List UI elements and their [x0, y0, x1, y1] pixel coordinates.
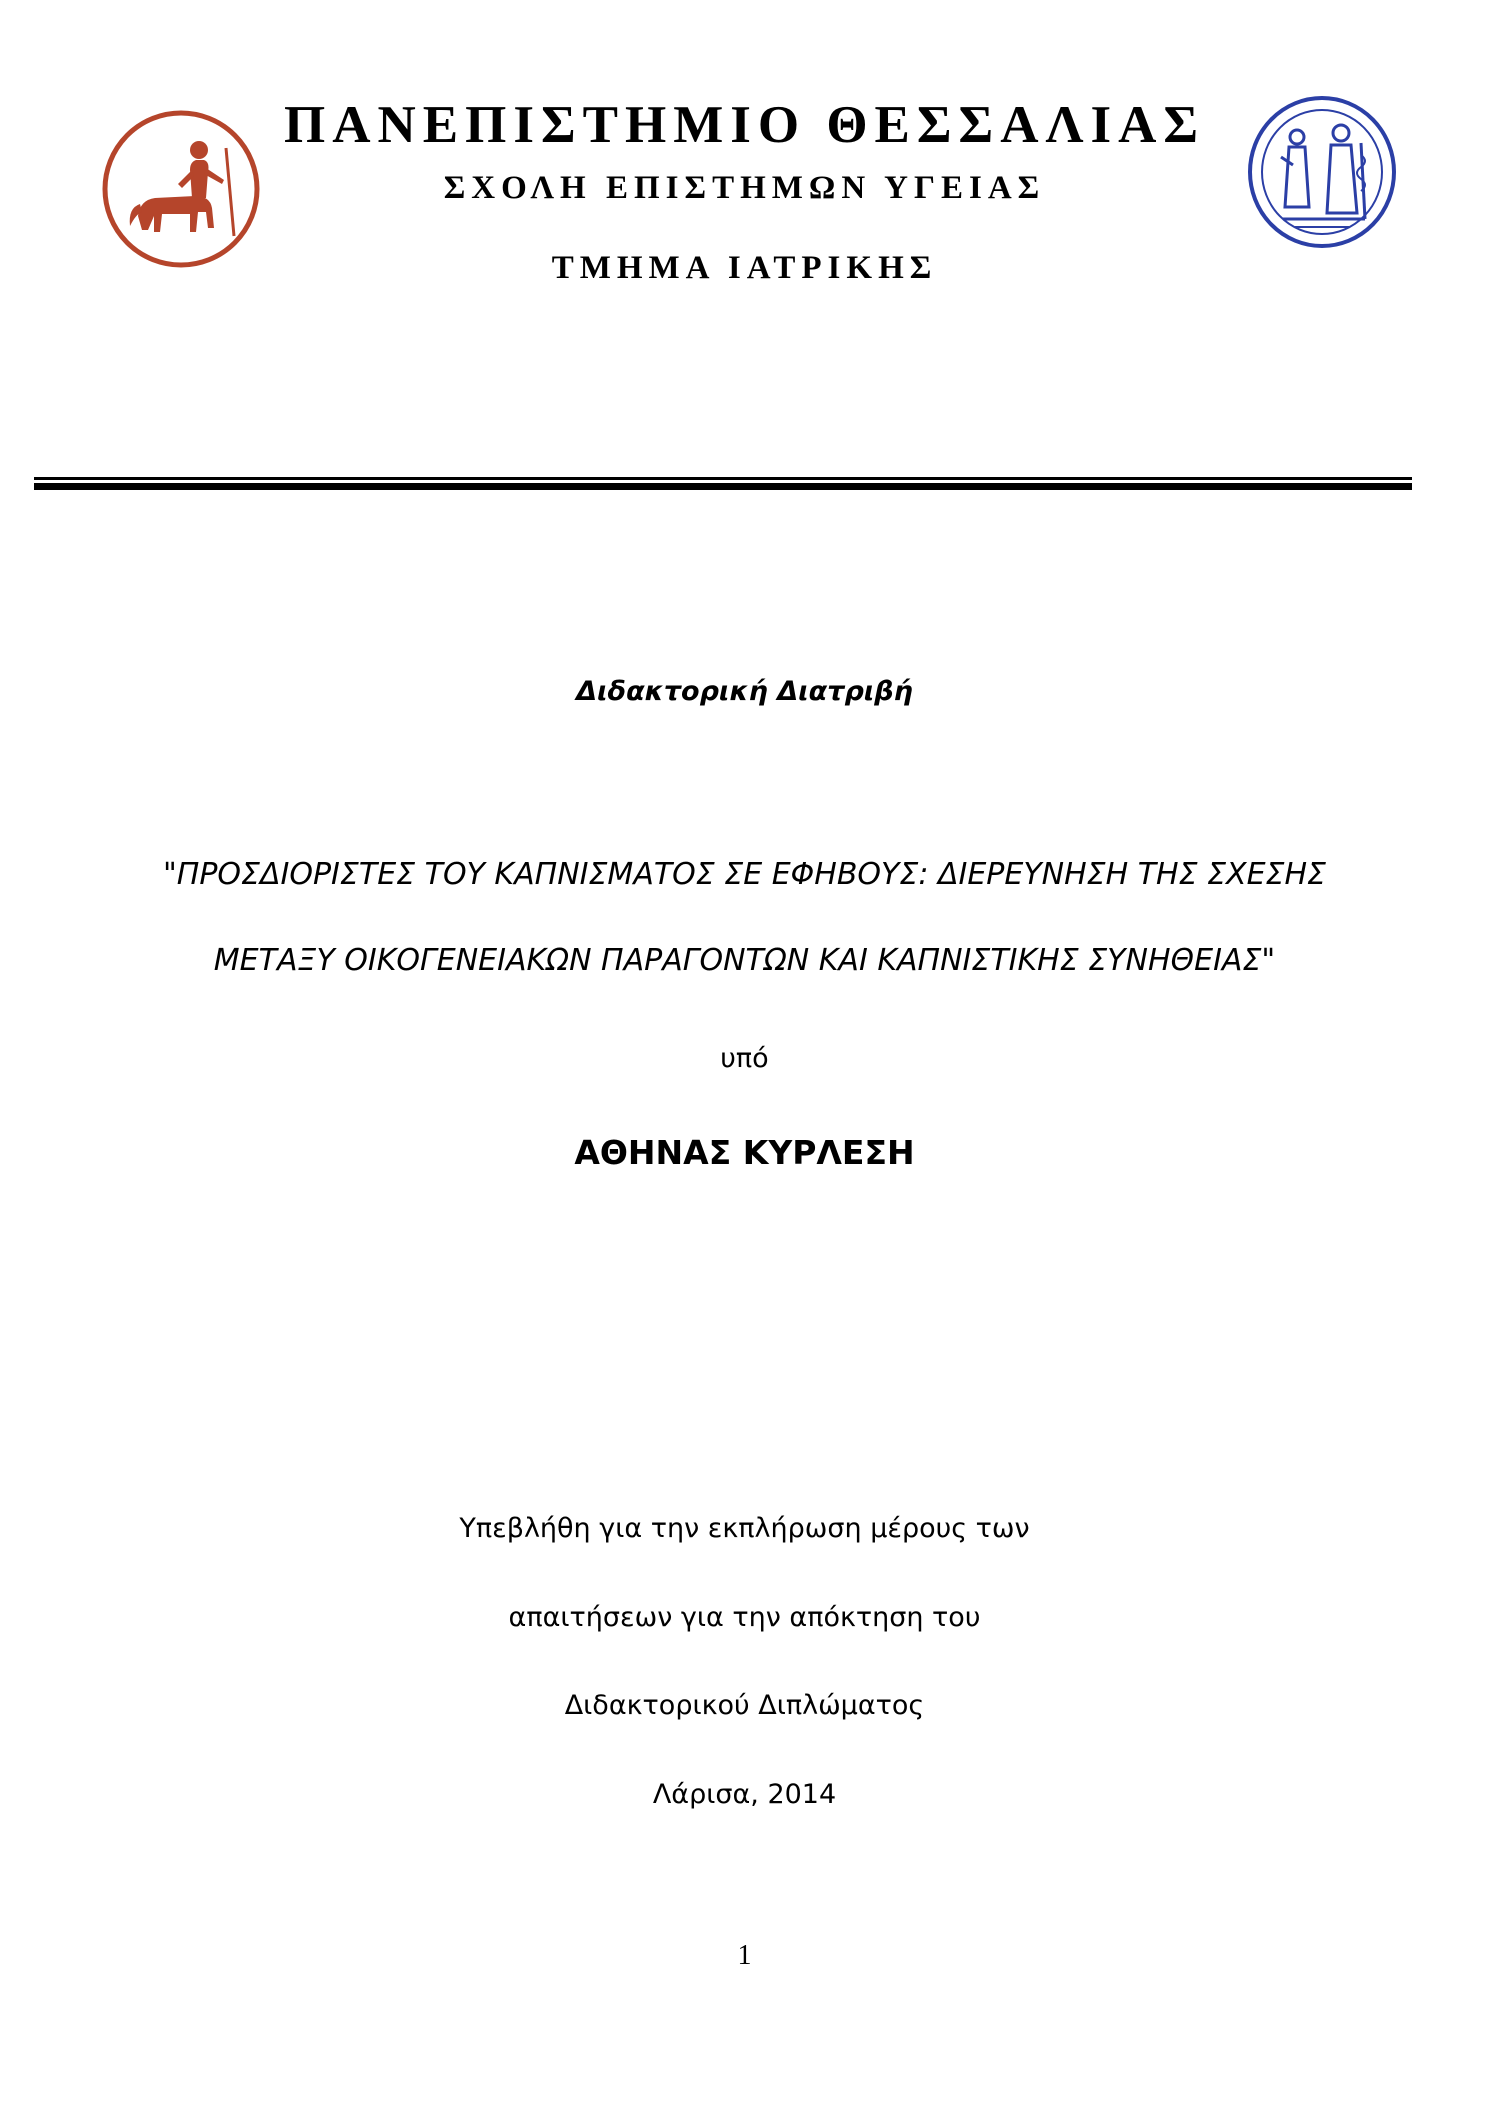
by-label: υπό	[720, 1043, 769, 1074]
header-divider-thin	[34, 477, 1412, 480]
submission-line-1: Υπεβλήθη για την εκπλήρωση μέρους των	[459, 1513, 1030, 1544]
document-type: Διδακτορική Διατριβή	[576, 676, 913, 707]
thesis-title-line-1: "ΠΡΟΣΔΙΟΡΙΣΤΕΣ ΤΟΥ ΚΑΠΝΙΣΜΑΤΟΣ ΣΕ ΕΦΗΒΟΥΣ: ΔΙΕΡΕΥΝΗΣΗ ΤΗΣ ΣΧΕΣΗΣ	[162, 857, 1327, 892]
thesis-title-line-2: ΜΕΤΑΞΥ ΟΙΚΟΓΕΝΕΙΑΚΩΝ ΠΑΡΑΓΟΝΤΩΝ ΚΑΙ ΚΑΠΝΙΣΤΙΚΗΣ ΣΥΝΗΘΕΙΑΣ"	[213, 943, 1276, 978]
school-name: ΣΧΟΛΗ ΕΠΙΣΤΗΜΩΝ ΥΓΕΙΑΣ	[443, 170, 1046, 206]
department-name: ΤΜΗΜΑ ΙΑΤΡΙΚΗΣ	[551, 250, 938, 286]
submission-line-3: Διδακτορικού Διπλώματος	[564, 1690, 925, 1721]
department-logo	[1245, 95, 1400, 250]
page-number: 1	[737, 1940, 752, 1971]
submission-line-2: απαιτήσεων για την απόκτηση του	[508, 1602, 981, 1633]
hygieia-asclepius-seal-icon	[1245, 95, 1400, 250]
author-name: ΑΘΗΝΑΣ ΚΥΡΛΕΣΗ	[574, 1133, 915, 1172]
place-and-date: Λάρισα, 2014	[652, 1779, 837, 1810]
header-divider-thick	[34, 483, 1412, 490]
university-name: ΠΑΝΕΠΙΣΤΗΜΙΟ ΘΕΣΣΑΛΙΑΣ	[283, 96, 1206, 154]
